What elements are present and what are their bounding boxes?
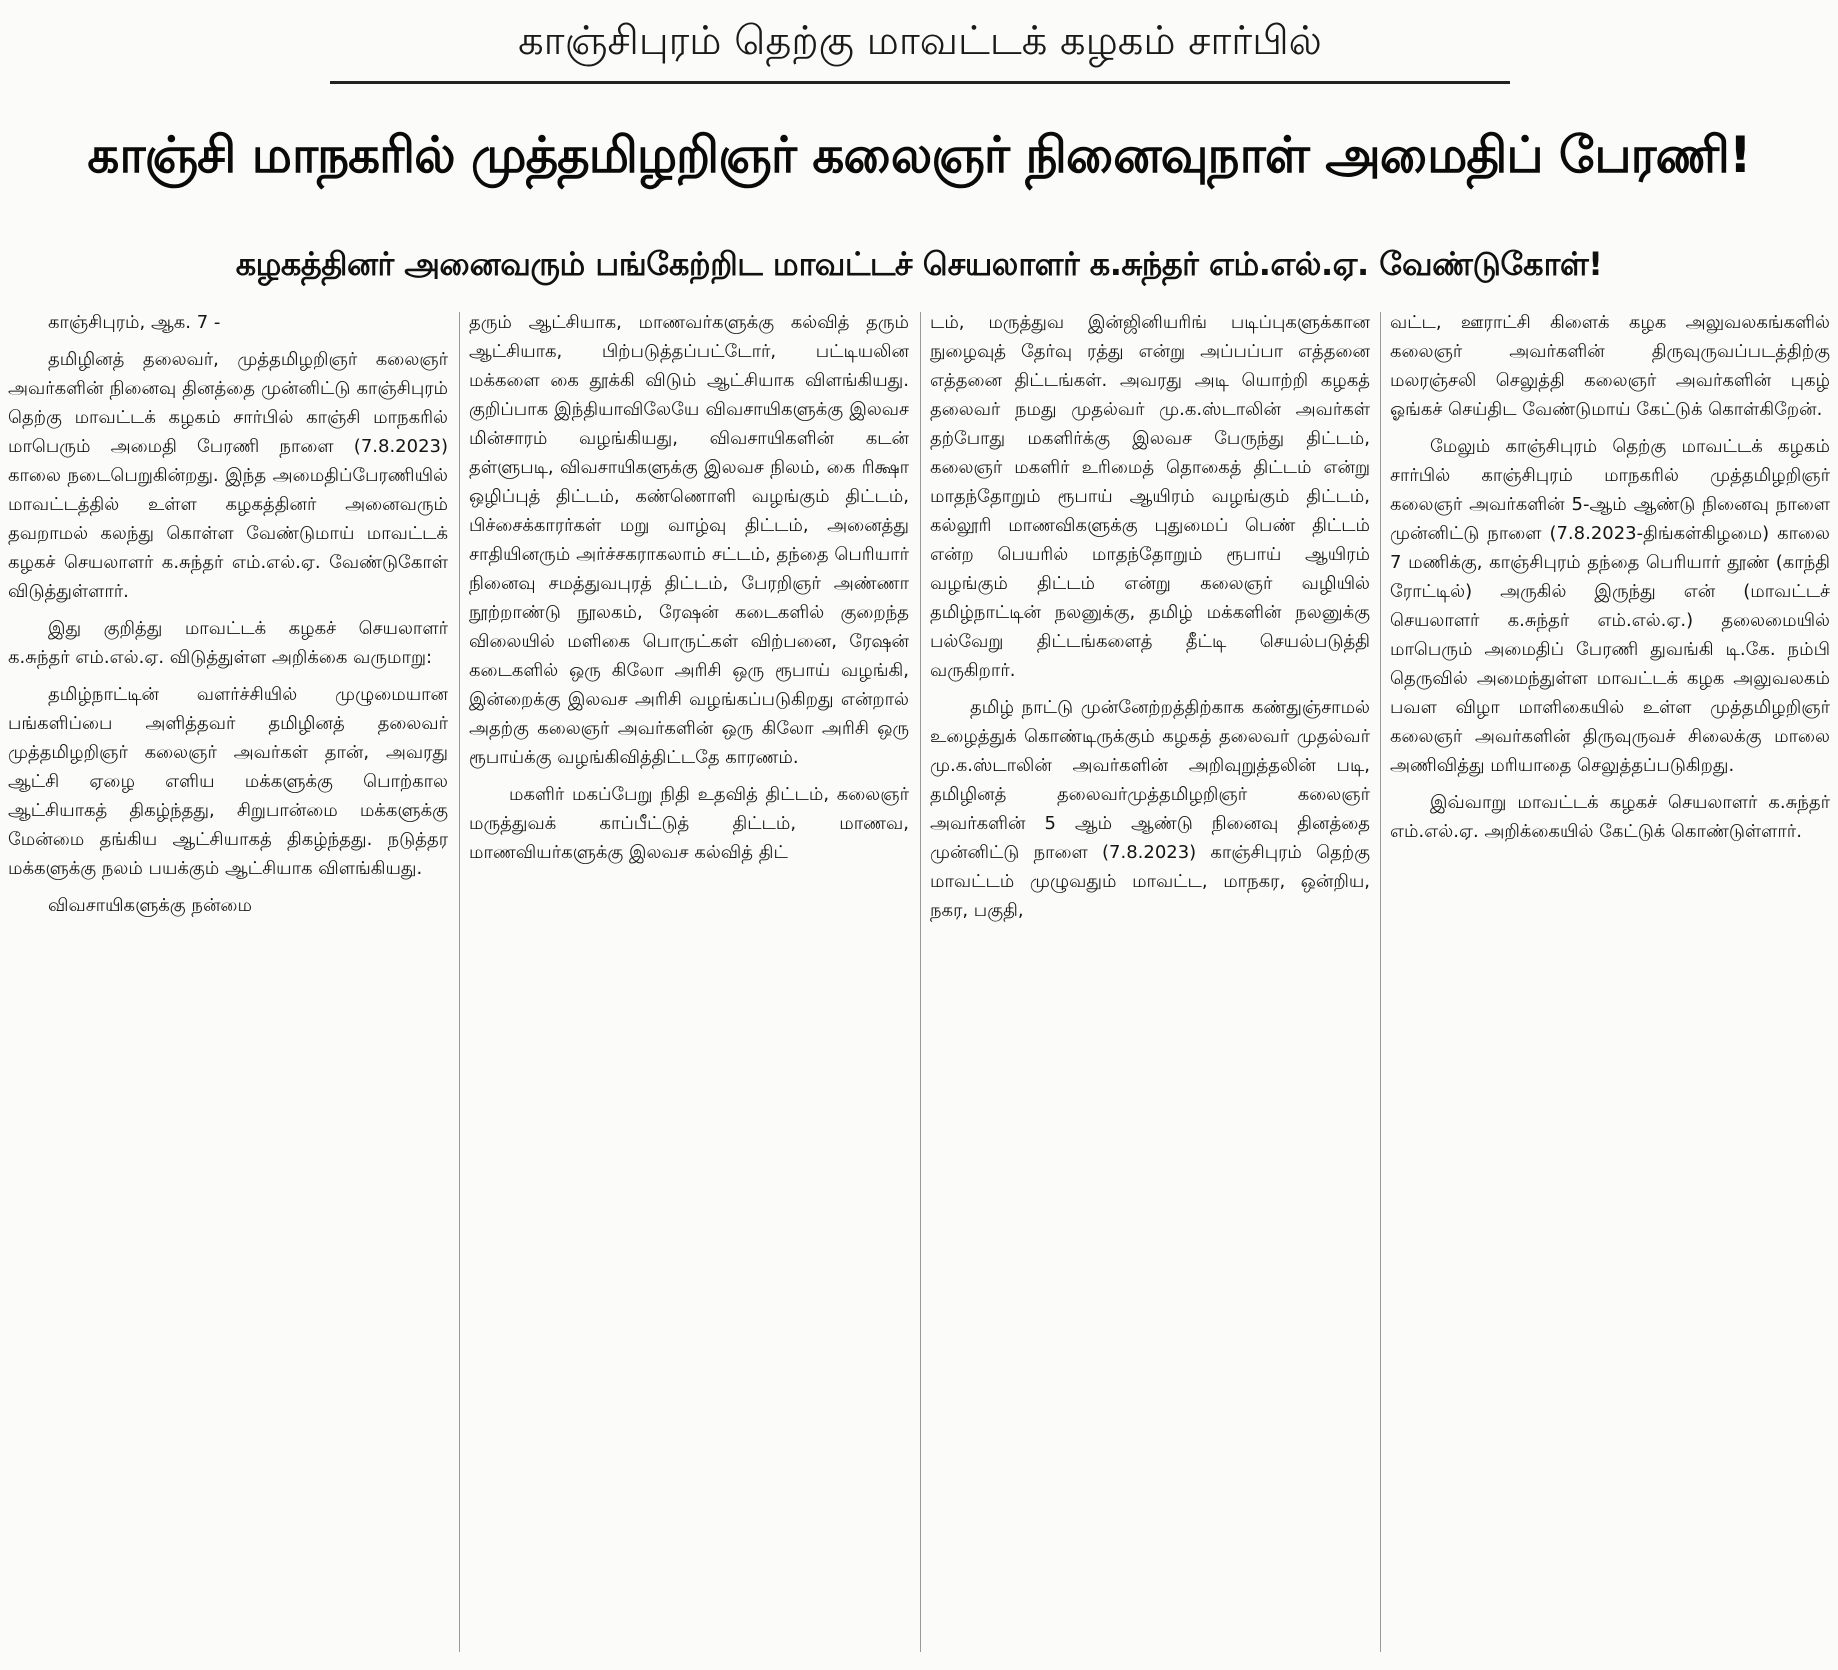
- paragraph: மேலும் காஞ்சிபுரம் தெற்கு மாவட்டக் கழகம் சார்பில் காஞ்சிபுரம் மாநகரில் முத்தமிழறிஞர் கலைஞர் அவர்களின் 5-ஆம் ஆண்டு நினைவு நாளை முன்னிட்டு நாளை (7.8.2023-திங்கள்கிழமை) காலை 7 மணிக்கு, காஞ்சிபுரம் தந்தை பெரியார் தூண் (காந்தி ரோட்டில்) அருகில் இருந்து என் (மாவட்டச் செயலாளர் க.சுந்தர் எம்.எல்.ஏ.) தலைமையில் மாபெரும் அமைதிப் பேரணி துவங்கி டி.கே. நம்பி தெருவில் அமைந்துள்ள மாவட்டக் கழக அலுவலகம் பவள விழா மாளிகையில் உள்ள முத்தமிழறிஞர் கலைஞர் அவர்களின் திருவுருவச் சிலைக்கு மாலை அணிவித்து மரியாதை செலுத்தப்படுகிறது.: [1390, 436, 1830, 776]
- paragraph: தரும் ஆட்சியாக, மாணவர்களுக்கு கல்வித் தரும் ஆட்சியாக, பிற்படுத்தப்பட்டோர், பட்டியலின மக்களை கை தூக்கி விடும் ஆட்சியாக விளங்கியது. குறிப்பாக இந்தியாவிலேயே விவசாயிகளுக்கு இலவச மின்சாரம் வழங்கியது, விவசாயிகளின் கடன் தள்ளுபடி, விவசாயிகளுக்கு இலவச நிலம், கை ரிக்ஷா ஒழிப்புத் திட்டம், கண்ணொளி வழங்கும் திட்டம், பிச்சைக்காரர்கள் மறு வாழ்வு திட்டம், அனைத்து சாதியினரும் அர்ச்சகராகலாம் சட்டம், தந்தை பெரியார் நினைவு சமத்துவபுரத் திட்டம், பேரறிஞர் அண்ணா நூற்றாண்டு நூலகம், ரேஷன் கடைகளில் குறைந்த விலையில் மளிகை பொருட்கள் விற்பனை, ரேஷன் கடைகளில் ஒரு கிலோ அரிசி ஒரு ரூபாய் வழங்கி, இன்றைக்கு இலவச அரிசி வழங்கப்படுகிறது என்றால் அதற்கு கலைஞர் அவர்களின் ஒரு கிலோ அரிசி ஒரு ரூபாய்க்கு வழங்கிவித்திட்டதே காரணம்.: [469, 312, 909, 768]
- paragraph: தமிழ் நாட்டு முன்னேற்றத்திற்காக கண்துஞ்சாமல் உழைத்துக் கொண்டிருக்கும் கழகத் தலைவர் முதல்வர் மு.க.ஸ்டாலின் அவர்களின் அறிவுறுத்தலின் படி, தமிழினத் தலைவர்முத்தமிழறிஞர் கலைஞர் அவர்களின் 5 ஆம் ஆண்டு நினைவு தினத்தை முன்னிட்டு நாளை (7.8.2023) காஞ்சிபுரம் தெற்கு மாவட்டம் முழுவதும் மாவட்ட, மாநகர, ஒன்றிய, நகர, பகுதி,: [930, 697, 1370, 921]
- subheadline: கழகத்தினர் அனைவரும் பங்கேற்றிட மாவட்டச் செயலாளர் க.சுந்தர் எம்.எல்.ஏ. வேண்டுகோள்!: [235, 245, 1603, 283]
- kicker-underline: [330, 81, 1510, 84]
- kicker: காஞ்சிபுரம் தெற்கு மாவட்டக் கழகம் சார்பில்: [518, 18, 1322, 64]
- paragraph: இவ்வாறு மாவட்டக் கழகச் செயலாளர் க.சுந்தர் எம்.எல்.ஏ. அறிக்கையில் கேட்டுக் கொண்டுள்ளார்.: [1390, 792, 1830, 842]
- article-column-3: [930, 308, 1370, 1663]
- article-body: [8, 308, 1830, 1663]
- kicker-block: [330, 8, 1510, 86]
- column-divider: [459, 312, 460, 1652]
- paragraph: மகளிர் மகப்பேறு நிதி உதவித் திட்டம், கலைஞர் மருத்துவக் காப்பீட்டுத் திட்டம், மாணவ, மாணவியர்களுக்கு இலவச கல்வித் திட்: [469, 784, 909, 863]
- headline: காஞ்சி மாநகரில் முத்தமிழறிஞர் கலைஞர் நினைவுநாள் அமைதிப் பேரணி!: [87, 126, 1751, 184]
- paragraph: இது குறித்து மாவட்டக் கழகச் செயலாளர் க.சுந்தர் எம்.எல்.ஏ. விடுத்துள்ள அறிக்கை வருமாறு:: [8, 618, 448, 668]
- paragraph: விவசாயிகளுக்கு நன்மை: [48, 895, 252, 916]
- article-column-1: [8, 308, 448, 1663]
- article-column-2: [469, 308, 909, 1663]
- paragraph: தமிழினத் தலைவர், முத்தமிழறிஞர் கலைஞர் அவர்களின் நினைவு தினத்தை முன்னிட்டு காஞ்சிபுரம் தெற்கு மாவட்டக் கழகம் சார்பில் காஞ்சி மாநகரில் மாபெரும் அமைதி பேரணி நாளை (7.8.2023) காலை நடைபெறுகின்றது. இந்த அமைதிப்பேரணியில் மாவட்டத்தில் உள்ள கழகத்தினர் அனைவரும் தவறாமல் கலந்து கொள்ள வேண்டுமாய் மாவட்டக் கழகச் செயலாளர் க.சுந்தர் எம்.எல்.ஏ. வேண்டுகோள் விடுத்துள்ளார்.: [8, 349, 448, 602]
- column-divider: [1380, 312, 1381, 1652]
- paragraph: வட்ட, ஊராட்சி கிளைக் கழக அலுவலகங்களில் கலைஞர் அவர்களின் திருவுருவப்படத்திற்கு மலரஞ்சலி செலுத்தி கலைஞர் அவர்களின் புகழ் ஓங்கச் செய்திட வேண்டுமாய் கேட்டுக் கொள்கிறேன்.: [1390, 312, 1830, 420]
- dateline: காஞ்சிபுரம், ஆக. 7 -: [48, 312, 221, 333]
- column-divider: [920, 312, 921, 1652]
- article-column-4: [1390, 308, 1830, 1663]
- paragraph: டம், மருத்துவ இன்ஜினியரிங் படிப்புகளுக்கான நுழைவுத் தேர்வு ரத்து என்று அப்பப்பா எத்தனை எத்தனை திட்டங்கள். அவரது அடி யொற்றி கழகத் தலைவர் நமது முதல்வர் மு.க.ஸ்டாலின் அவர்கள் தற்போது மகளிர்க்கு இலவச பேருந்து திட்டம், கலைஞர் மகளிர் உரிமைத் தொகைத் திட்டம் என்று மாதந்தோறும் ரூபாய் ஆயிரம் வழங்கும் திட்டம், கல்லூரி மாணவிகளுக்கு புதுமைப் பெண் திட்டம் என்ற பெயரில் மாதந்தோறும் ரூபாய் ஆயிரம் வழங்கும் திட்டம் என்று கலைஞர் வழியில் தமிழ்நாட்டின் நலனுக்கு, தமிழ் மக்களின் நலனுக்கு பல்வேறு திட்டங்களைத் தீட்டி செயல்படுத்தி வருகிறார்.: [930, 312, 1370, 681]
- paragraph: தமிழ்நாட்டின் வளர்ச்சியில் முழுமையான பங்களிப்பை அளித்தவர் தமிழினத் தலைவர் முத்தமிழறிஞர் கலைஞர் அவர்கள் தான், அவரது ஆட்சி ஏழை எளிய மக்களுக்கு பொற்கால ஆட்சியாகத் திகழ்ந்தது, சிறுபான்மை மக்களுக்கு மேன்மை தங்கிய ஆட்சியாகத் திகழ்ந்தது. நடுத்தர மக்களுக்கு நலம் பயக்கும் ஆட்சியாக விளங்கியது.: [8, 684, 448, 879]
